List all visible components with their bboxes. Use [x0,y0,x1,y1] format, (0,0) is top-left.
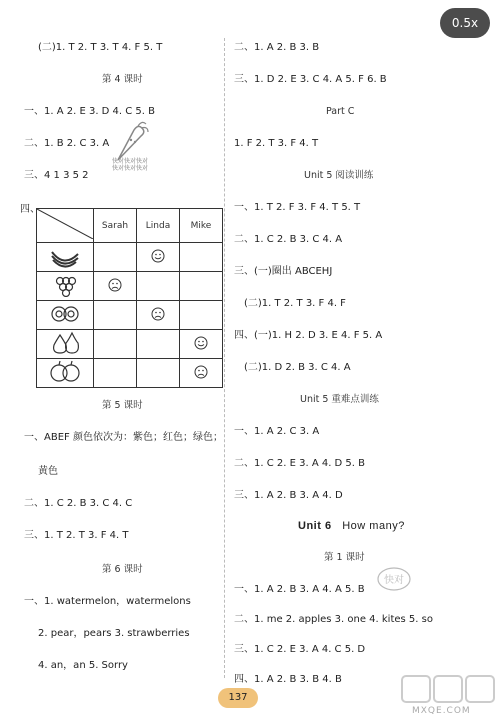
column-header: Linda [137,209,180,243]
diagonal-line [37,209,93,239]
table-cell [180,330,223,359]
answer-line: 2. pear，pears 3. strawberries [38,628,190,639]
answer-line: 一、1. A 2. E 3. D 4. C 5. B [24,106,156,117]
column-header: Mike [180,209,223,243]
table-cell [137,359,180,388]
mascot-caption: 快对快对快对 [112,158,149,165]
answer-line: 三、1. D 2. E 3. C 4. A 5. F 6. B [234,74,387,85]
diagonal-corner-cell [37,209,94,243]
answer-line: (二)1. D 2. B 3. C 4. A [244,362,351,373]
lesson-heading: 第 4 课时 [102,74,143,85]
answer-line: 三、1. A 2. B 3. A 4. D [234,490,343,501]
fruit-cell [37,359,94,388]
answer-line: 二、1. B 2. C 3. A [24,138,110,149]
lesson-heading: 第 5 课时 [102,400,143,411]
table-cell [94,272,137,301]
table-cell [137,301,180,330]
answer-line: 四、(一)1. H 2. D 3. E 4. F 5. A [234,330,383,341]
page-number: 137 [218,688,258,708]
happy-face-icon [194,336,208,350]
apples-icon [48,360,82,384]
answer-line: (二)1. T 2. T 3. F 4. F [244,298,346,309]
unit-number: Unit 6 [298,520,332,532]
table-cell [180,301,223,330]
stamp-icon [376,566,412,592]
stamp-text: 快对 [384,575,404,586]
answer-line: (二)1. T 2. T 3. T 4. F 5. T [38,42,163,53]
answer-line: 二、1. C 2. B 3. C 4. A [234,234,343,245]
stamp-mark [376,566,412,596]
oranges-icon [48,302,82,326]
answer-line: 4. an，an 5. Sorry [38,660,128,671]
answer-line: 黄色 [38,466,58,477]
answer-line: 一、1. A 2. C 3. A [234,426,320,437]
table-cell [137,330,180,359]
table-row [37,359,223,388]
lesson-heading: 第 6 课时 [102,564,143,575]
watermark-icon [400,672,496,706]
table-cell [137,243,180,272]
section-heading: Unit 5 重难点训练 [300,394,379,405]
watermark-text: MXQE.COM [412,706,471,716]
answer-line: 三、4 1 3 5 2 [24,170,89,181]
banana-icon [48,244,82,268]
fruit-cell [37,330,94,359]
answer-line: 四、1. A 2. B 3. B 4. B [234,674,342,685]
answer-line: 三、1. T 2. T 3. F 4. T [24,530,129,541]
table-header-row [37,209,223,243]
table-cell [180,243,223,272]
column-divider [224,38,225,678]
sad-face-icon [108,278,122,292]
unit-title: How many? [342,520,405,532]
table-row [37,243,223,272]
mascot-caption: 快对快对快对 [112,165,149,172]
table-cell [137,272,180,301]
fruit-cell [37,272,94,301]
table-cell [180,359,223,388]
section-heading: Part C [326,106,355,117]
zoom-level-button[interactable]: 0.5x [440,8,490,38]
answer-line: 二、1. A 2. B 3. B [234,42,320,53]
sad-face-icon [151,307,165,321]
fruit-cell [37,301,94,330]
answer-line: 二、1. C 2. E 3. A 4. D 5. B [234,458,366,469]
table-cell [94,301,137,330]
fruit-preference-table [36,208,223,388]
sad-face-icon [194,365,208,379]
table-cell [180,272,223,301]
table-row [37,330,223,359]
watermark-logo [400,672,496,710]
table-cell [94,330,137,359]
section-heading: Unit 5 阅读训练 [304,170,374,181]
table-row [37,272,223,301]
answer-line: 一、1. T 2. F 3. F 4. T 5. T [234,202,361,213]
grapes-icon [48,273,82,297]
fruit-cell [37,243,94,272]
answer-line: 一、1. watermelon，watermelons [24,596,191,607]
answer-line: 三、1. C 2. E 3. A 4. C 5. D [234,644,366,655]
answer-line: 二、1. C 2. B 3. C 4. C [24,498,133,509]
happy-face-icon [151,249,165,263]
unit-heading [298,520,405,532]
column-header: Sarah [94,209,137,243]
answer-line: 1. F 2. T 3. F 4. T [234,138,319,149]
answer-line: 三、(一)圈出 ABCEHJ [234,266,333,277]
question-label: 四、 [20,204,40,215]
answer-line: 一、ABEF 颜色依次为：紫色；红色；绿色； [24,432,223,443]
answer-line: 一、1. A 2. B 3. A 4. A 5. B [234,584,365,595]
table-row [37,301,223,330]
pears-icon [48,331,82,355]
lesson-heading: 第 1 课时 [324,552,365,563]
answer-line: 二、1. me 2. apples 3. one 4. kites 5. so [234,614,433,625]
table-cell [94,359,137,388]
table-cell [94,243,137,272]
